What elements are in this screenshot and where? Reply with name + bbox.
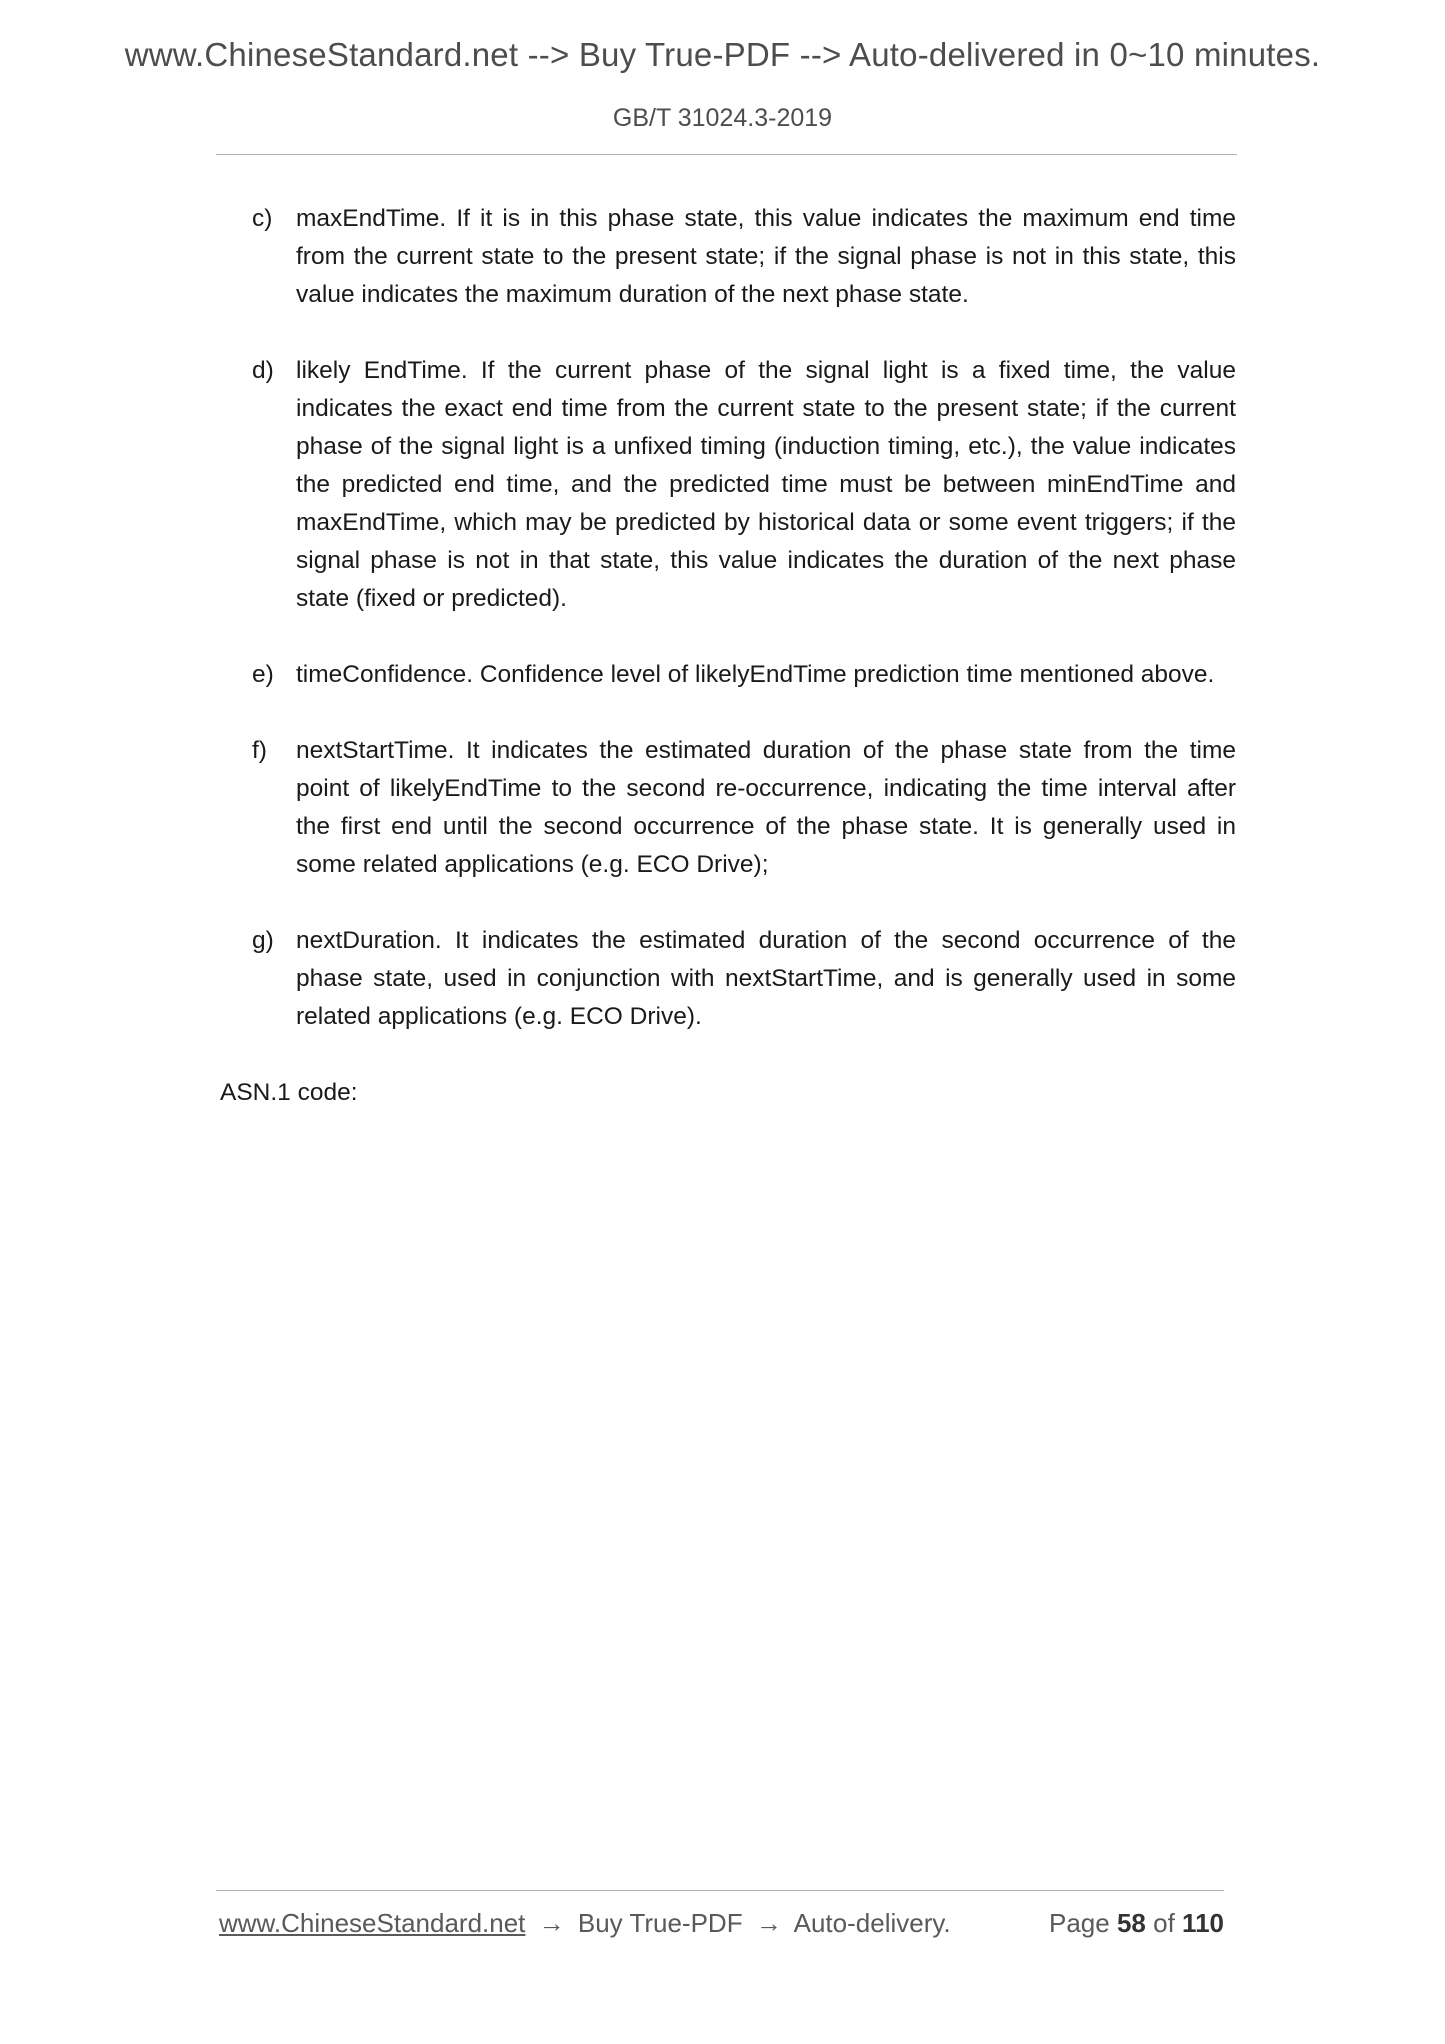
arrow-right-icon: →	[538, 1908, 565, 1938]
page-indicator	[1049, 1908, 1224, 1939]
list-item-label: f)	[252, 737, 267, 764]
footer-divider	[216, 1890, 1224, 1891]
asn-code-heading: ASN.1 code:	[220, 1079, 358, 1106]
footer-delivery-text: Auto-delivery.	[793, 1908, 951, 1938]
list-item-d	[218, 352, 1236, 618]
site-banner: www.ChineseStandard.net --> Buy True-PDF --> Auto-delivered in 0~10 minutes.	[124, 36, 1321, 73]
list-item-label: e)	[252, 661, 274, 688]
footer-site-link[interactable]: www.ChineseStandard.net	[219, 1908, 526, 1938]
list-item-g	[218, 922, 1236, 1036]
list-item-text: timeConfidence. Confidence level of likelyEndTime prediction time mentioned above.	[296, 661, 1215, 688]
list-item-text: nextDuration. It indicates the estimated duration of the second occurrence of the phase state, used in conjunction with nextStartTime, and is generally used in some related applications (e.g. ECO Drive).	[296, 927, 1236, 1030]
page-word: Page	[1049, 1908, 1110, 1938]
list-item-label: d)	[252, 357, 274, 384]
list-item-label: g)	[252, 927, 274, 954]
list-item-c	[218, 200, 1236, 314]
page-content	[218, 200, 1236, 1112]
document-code: GB/T 31024.3-2019	[612, 104, 833, 132]
list-item-e	[218, 656, 1236, 694]
of-word: of	[1153, 1908, 1175, 1938]
list-item-label: c)	[252, 205, 273, 232]
page-total: 110	[1182, 1908, 1224, 1938]
footer-buy-text: Buy True-PDF	[577, 1908, 743, 1938]
header-divider	[216, 154, 1237, 155]
page-current: 58	[1116, 1908, 1146, 1938]
footer-promo	[219, 1908, 951, 1939]
list-item-text: maxEndTime. If it is in this phase state, this value indicates the maximum end time from the current state to the present state; if the signal phase is not in this state, this value indicates the maximum duration of the next phase state.	[296, 205, 1236, 308]
list-item-f	[218, 732, 1236, 884]
list-item-text: nextStartTime. It indicates the estimated duration of the phase state from the time point of likelyEndTime to the second re-occurrence, indicating the time interval after the first end until the second occurrence of the phase state. It is generally used in some related applications (e.g. ECO Drive);	[296, 737, 1236, 878]
list-item-text: likely EndTime. If the current phase of the signal light is a fixed time, the value indicates the exact end time from the current state to the present state; if the current phase of the signal light is a unfixed timing (induction timing, etc.), the value indicates the predicted end time, and the predicted time must be between minEndTime and maxEndTime, which may be predicted by historical data or some event triggers; if the signal phase is not in that state, this value indicates the duration of the next phase state (fixed or predicted).	[296, 357, 1236, 612]
arrow-right-icon: →	[755, 1908, 782, 1938]
